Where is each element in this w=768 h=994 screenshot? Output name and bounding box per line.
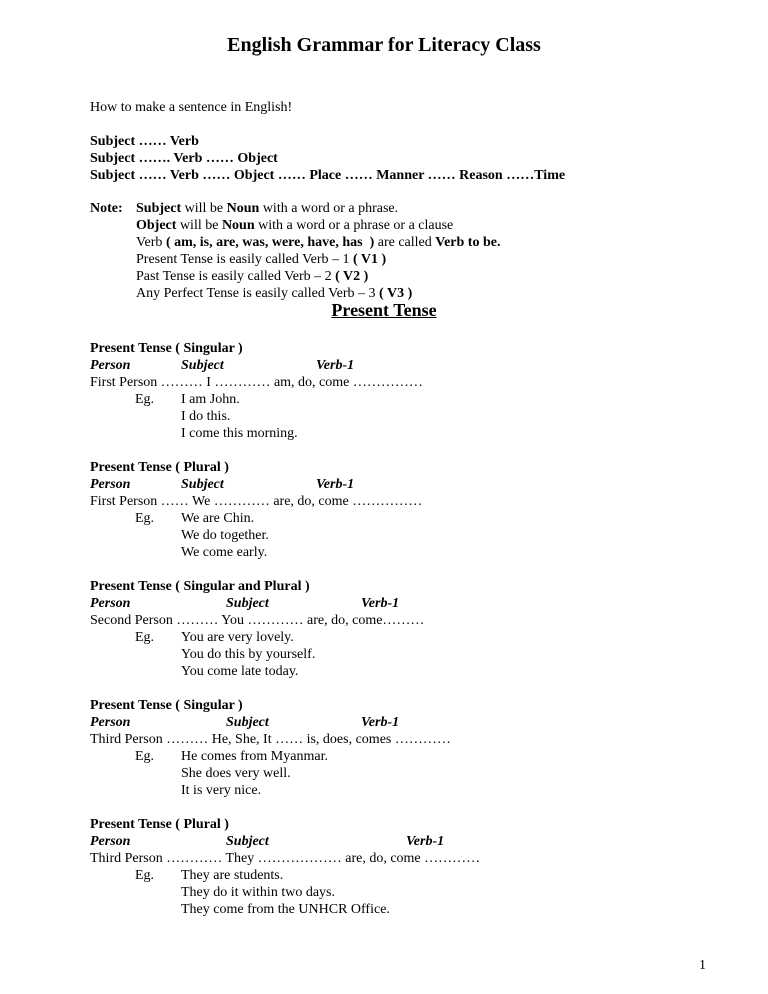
col-person: Person	[90, 715, 131, 730]
example-2: They do it within two days.	[181, 885, 335, 900]
example-2: I do this.	[181, 409, 231, 424]
eg-label: Eg.	[135, 868, 155, 883]
person-row: Third Person ………… They ……………… are, do, come …………	[90, 851, 481, 866]
col-subject: Subject	[181, 477, 224, 492]
col-verb: Verb-1	[406, 834, 445, 849]
section-title: Present Tense	[331, 300, 437, 320]
col-person: Person	[90, 477, 131, 492]
note-line-2: Object will be Noun with a word or a phrase or a clause	[136, 218, 454, 233]
example-2: You do this by yourself.	[181, 647, 316, 662]
example-1: You are very lovely.	[181, 630, 294, 645]
block-heading: Present Tense ( Singular )	[90, 341, 243, 356]
eg-label: Eg.	[135, 392, 155, 407]
example-1: We are Chin.	[181, 511, 255, 526]
example-2: We do together.	[181, 528, 269, 543]
col-person: Person	[90, 596, 131, 611]
person-row: First Person ……… I ………… am, do, come ……………	[90, 375, 423, 390]
page-number: 1	[699, 958, 706, 973]
pattern-1: Subject …… Verb	[90, 134, 199, 149]
intro-text: How to make a sentence in English!	[90, 100, 293, 115]
pattern-3: Subject …… Verb …… Object …… Place …… Manner …… Reason ……Time	[90, 168, 566, 183]
note-line-4: Present Tense is easily called Verb – 1 ( V1 )	[136, 252, 387, 267]
person-row: First Person …… We ………… are, do, come ……………	[90, 494, 423, 509]
person-row: Second Person ……… You ………… are, do, come………	[90, 613, 425, 628]
note-line-3: Verb ( am, is, are, was, were, have, has ) are called Verb to be.	[136, 235, 501, 250]
example-3: You come late today.	[181, 664, 299, 679]
example-2: She does very well.	[181, 766, 291, 781]
block-heading: Present Tense ( Singular and Plural )	[90, 579, 310, 594]
eg-label: Eg.	[135, 630, 155, 645]
col-verb: Verb-1	[316, 477, 355, 492]
block-heading: Present Tense ( Plural )	[90, 817, 229, 832]
page-title: English Grammar for Literacy Class	[227, 34, 541, 56]
person-row: Third Person ……… He, She, It …… is, does, comes …………	[90, 732, 451, 747]
note-line-5: Past Tense is easily called Verb – 2 ( V2 )	[136, 269, 369, 284]
example-3: I come this morning.	[181, 426, 298, 441]
pattern-2: Subject ……. Verb …… Object	[90, 151, 278, 166]
example-3: They come from the UNHCR Office.	[181, 902, 390, 917]
example-1: I am John.	[181, 392, 240, 407]
example-3: We come early.	[181, 545, 268, 560]
eg-label: Eg.	[135, 749, 155, 764]
col-verb: Verb-1	[361, 715, 400, 730]
col-person: Person	[90, 358, 131, 373]
col-subject: Subject	[181, 358, 224, 373]
example-1: They are students.	[181, 868, 284, 883]
col-subject: Subject	[226, 715, 269, 730]
note-label: Note:	[90, 201, 123, 216]
col-person: Person	[90, 834, 131, 849]
block-heading: Present Tense ( Plural )	[90, 460, 229, 475]
col-subject: Subject	[226, 596, 269, 611]
col-subject: Subject	[226, 834, 269, 849]
example-1: He comes from Myanmar.	[181, 749, 328, 764]
col-verb: Verb-1	[361, 596, 400, 611]
note-line-1: Subject will be Noun with a word or a phrase.	[136, 201, 399, 216]
block-heading: Present Tense ( Singular )	[90, 698, 243, 713]
eg-label: Eg.	[135, 511, 155, 526]
example-3: It is very nice.	[181, 783, 262, 798]
col-verb: Verb-1	[316, 358, 355, 373]
note-line-6: Any Perfect Tense is easily called Verb – 3 ( V3 )	[136, 286, 413, 301]
